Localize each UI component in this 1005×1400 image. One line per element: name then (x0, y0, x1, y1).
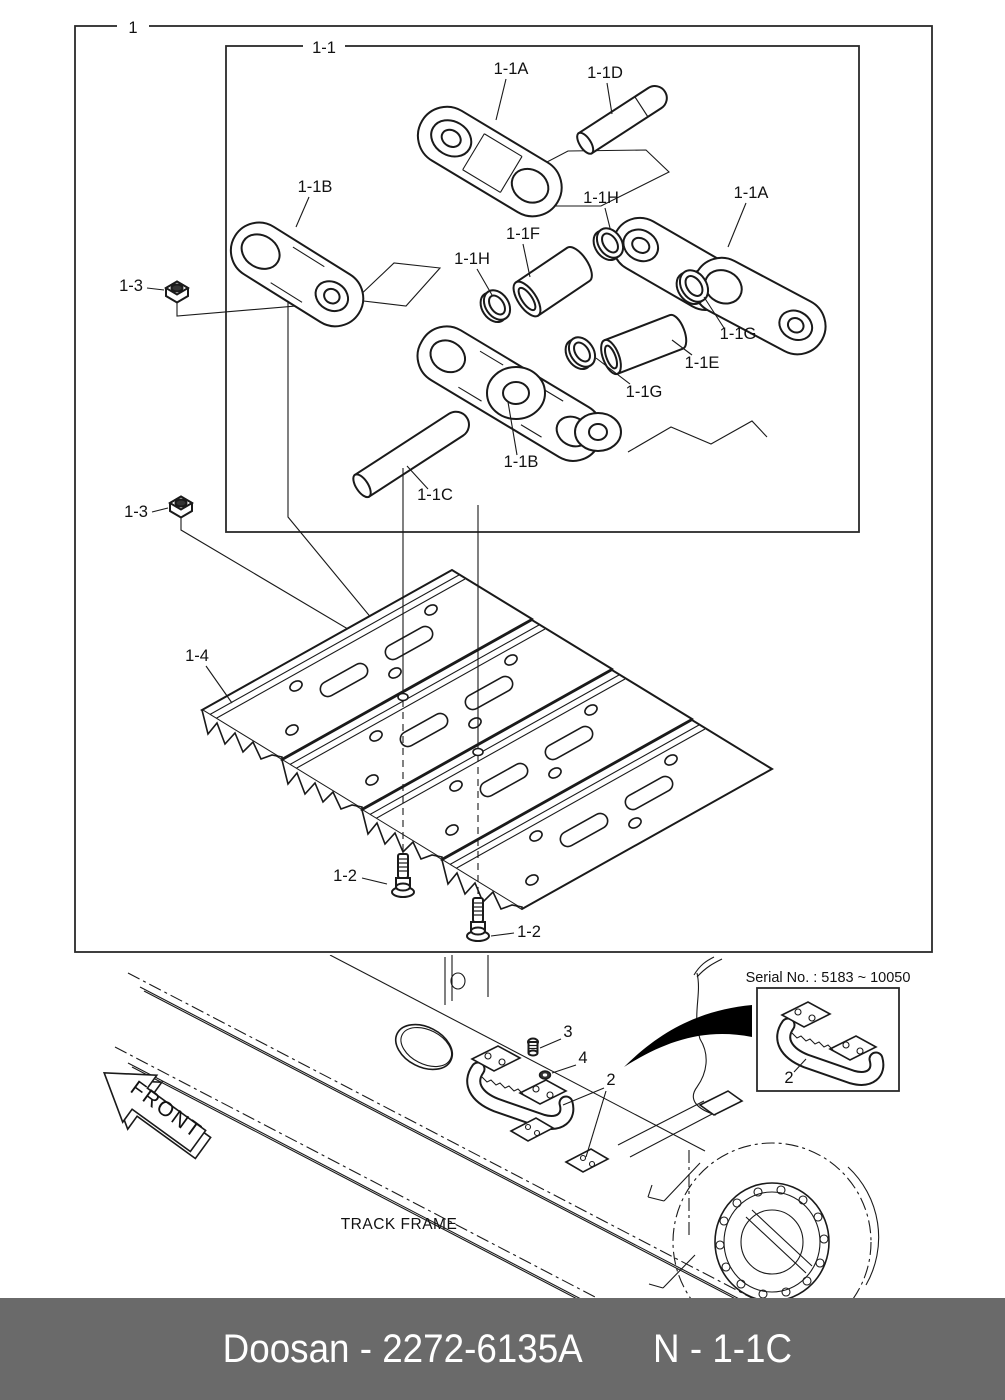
final-drive-flange-drawing (648, 1143, 879, 1298)
callout-label: 4 (578, 1049, 588, 1067)
step-bracket-drawing (782, 1002, 877, 1078)
step-bolt-drawing (528, 1039, 538, 1056)
callout-label: 1-1A (733, 184, 769, 202)
callout-label: 1-2 (517, 923, 541, 941)
track-link-drawing (684, 248, 836, 364)
callout-label: 1-3 (119, 277, 143, 295)
callout-label: 1-1G (719, 325, 757, 343)
pin-drawing (574, 81, 671, 156)
shoe-bolt-hole (473, 749, 483, 756)
nut-drawing (170, 497, 192, 518)
callout-label: 1-1G (625, 383, 663, 401)
footer-section-code: N - 1-1C (652, 1326, 792, 1371)
seal-drawing (560, 332, 600, 374)
track-link-drawing (407, 96, 572, 227)
callout-label: 1-1H (454, 250, 490, 268)
bushing-drawing (508, 243, 597, 321)
bolt-drawing (392, 854, 414, 897)
phantom-outline (628, 421, 767, 452)
track-frame-caption: TRACK FRAME (340, 1216, 458, 1233)
callout-label: 1-2 (333, 867, 357, 885)
seal-drawing (475, 285, 515, 327)
swoosh-arrow-icon (624, 1005, 752, 1067)
step-nut-drawing (540, 1071, 551, 1079)
track-shoe-group-drawing (202, 570, 772, 909)
callout-label: 1-1F (506, 225, 540, 243)
track-frame-diagram (0, 955, 1005, 1298)
shoe-bolt-hole (398, 694, 408, 701)
serial-part-label: 2 (784, 1069, 794, 1087)
track-link-drawing (220, 212, 373, 337)
bushing-drawing (597, 312, 690, 376)
front-label: FRONT (126, 1076, 207, 1144)
callout-label: 1-4 (185, 647, 209, 665)
subassembly-number-label: 1-1 (312, 39, 336, 57)
step-bracket-drawing (472, 1046, 567, 1122)
callout-label: 1-1B (503, 453, 539, 471)
frame-oval-hole (388, 1016, 460, 1079)
callout-label: 3 (563, 1023, 573, 1041)
assembly-number-label: 1 (128, 19, 138, 37)
callout-label: 1-1B (297, 178, 333, 196)
callout-label: 1-1E (684, 354, 720, 372)
serial-inset (746, 970, 911, 1091)
footer-part-number: Doosan - 2272-6135A (222, 1326, 583, 1371)
callout-label: 1-1A (493, 60, 529, 78)
callout-label: 1-1D (587, 64, 623, 82)
callout-label: 1-1H (583, 189, 619, 207)
serial-range-label: Serial No. : 5183 ~ 10050 (745, 970, 911, 986)
pin-drawing (350, 407, 474, 500)
nut-drawing (166, 282, 188, 303)
callout-label: 2 (606, 1071, 616, 1089)
callout-label: 1-3 (124, 503, 148, 521)
bolt-drawing (467, 898, 489, 941)
footer-bar (0, 1298, 1005, 1400)
phantom-outline (355, 263, 440, 306)
callout-label: 1-1C (417, 486, 453, 504)
